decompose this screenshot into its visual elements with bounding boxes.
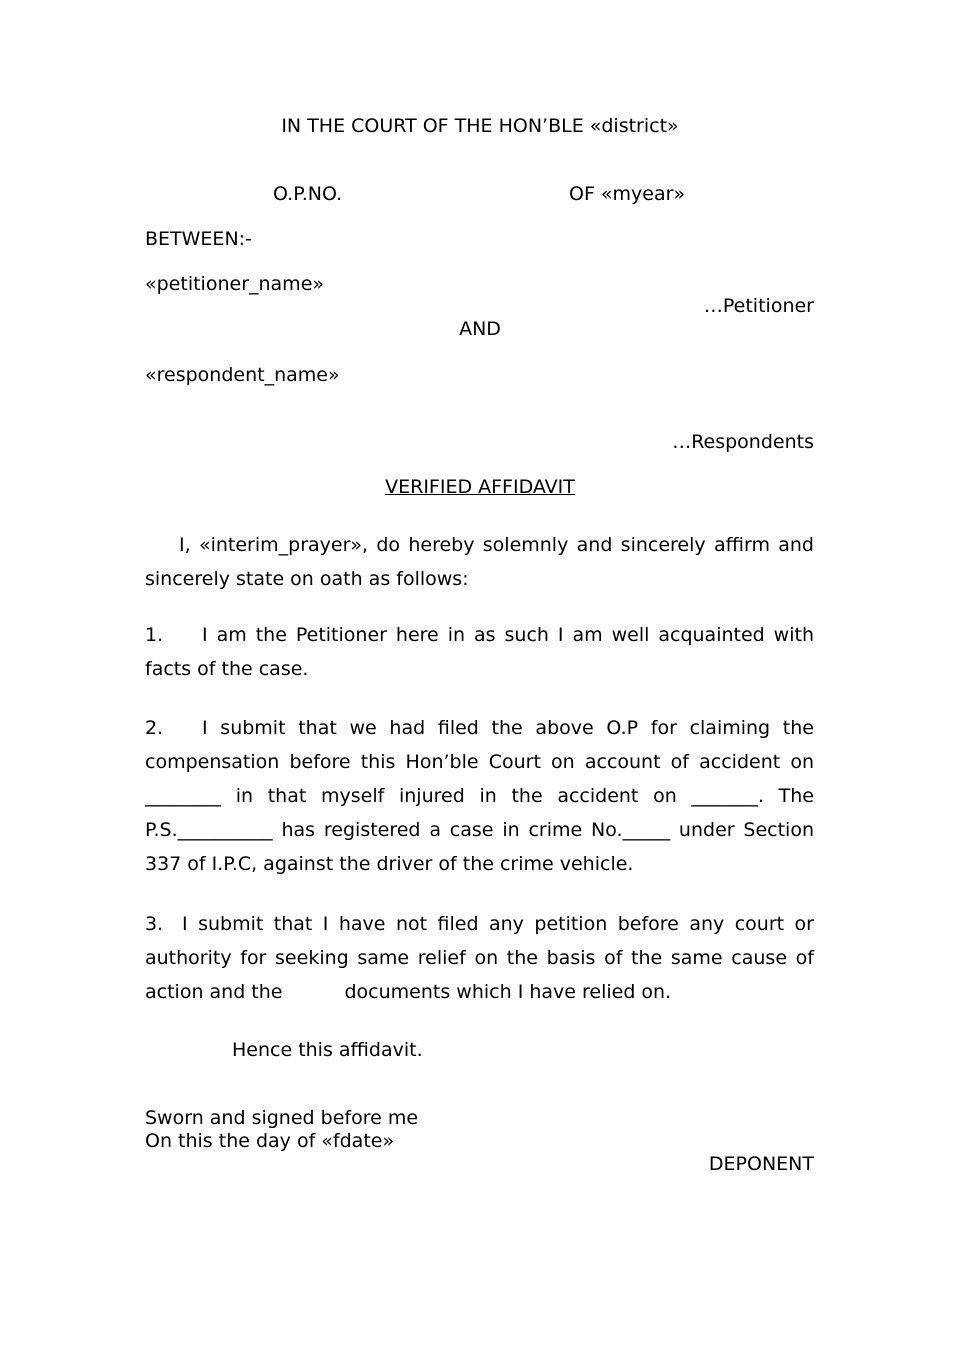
petitioner-role: …Petitioner: [703, 295, 814, 317]
paragraph-number: 3.: [145, 913, 164, 935]
paragraph-1: [145, 618, 814, 686]
court-title: IN THE COURT OF THE HON’BLE «district»: [281, 115, 679, 137]
sworn-block: [145, 1107, 418, 1153]
op-number-label: O.P.NO.: [273, 183, 343, 205]
closing-line: Hence this affidavit.: [232, 1039, 423, 1061]
date-line: On this the day of «fdate»: [145, 1130, 395, 1152]
between-label: BETWEEN:-: [145, 228, 252, 250]
paragraph-text-continued: documents which I have relied on.: [344, 981, 672, 1003]
paragraph-text: I am the Petitioner here in as such I am well acquainted with facts of the case.: [145, 624, 814, 680]
affidavit-title: VERIFIED AFFIDAVIT: [385, 476, 575, 498]
paragraph-text: I submit that I have not filed any petition before any court or authority for seeking same relief on the basis of the same cause of action and the: [145, 913, 814, 1003]
paragraph-text: I submit that we had filed the above O.P for claiming the compensation before this Hon’ble Court on account of accident on ________ in that myself injured in the accident on _______. The P.S.__________ has registered a case in crime No._____ under Section 337 of I.P.C, against the driver of the crime vehicle.: [145, 717, 814, 875]
op-year-label: OF «myear»: [569, 183, 686, 205]
paragraph-2: [145, 711, 814, 881]
deponent-label: DEPONENT: [708, 1153, 814, 1175]
respondent-name: «respondent_name»: [145, 364, 340, 386]
sworn-line: Sworn and signed before me: [145, 1107, 419, 1129]
paragraph-number: 2.: [145, 717, 164, 739]
paragraph-number: 1.: [145, 624, 164, 646]
paragraph-3: [145, 907, 814, 1009]
petitioner-name: «petitioner_name»: [145, 273, 325, 295]
and-label: AND: [459, 318, 501, 340]
intro-paragraph: I, «interim_prayer», do hereby solemnly and sincerely affirm and sincerely state on oath as follows:: [145, 534, 814, 590]
respondent-role: …Respondents: [672, 431, 814, 453]
